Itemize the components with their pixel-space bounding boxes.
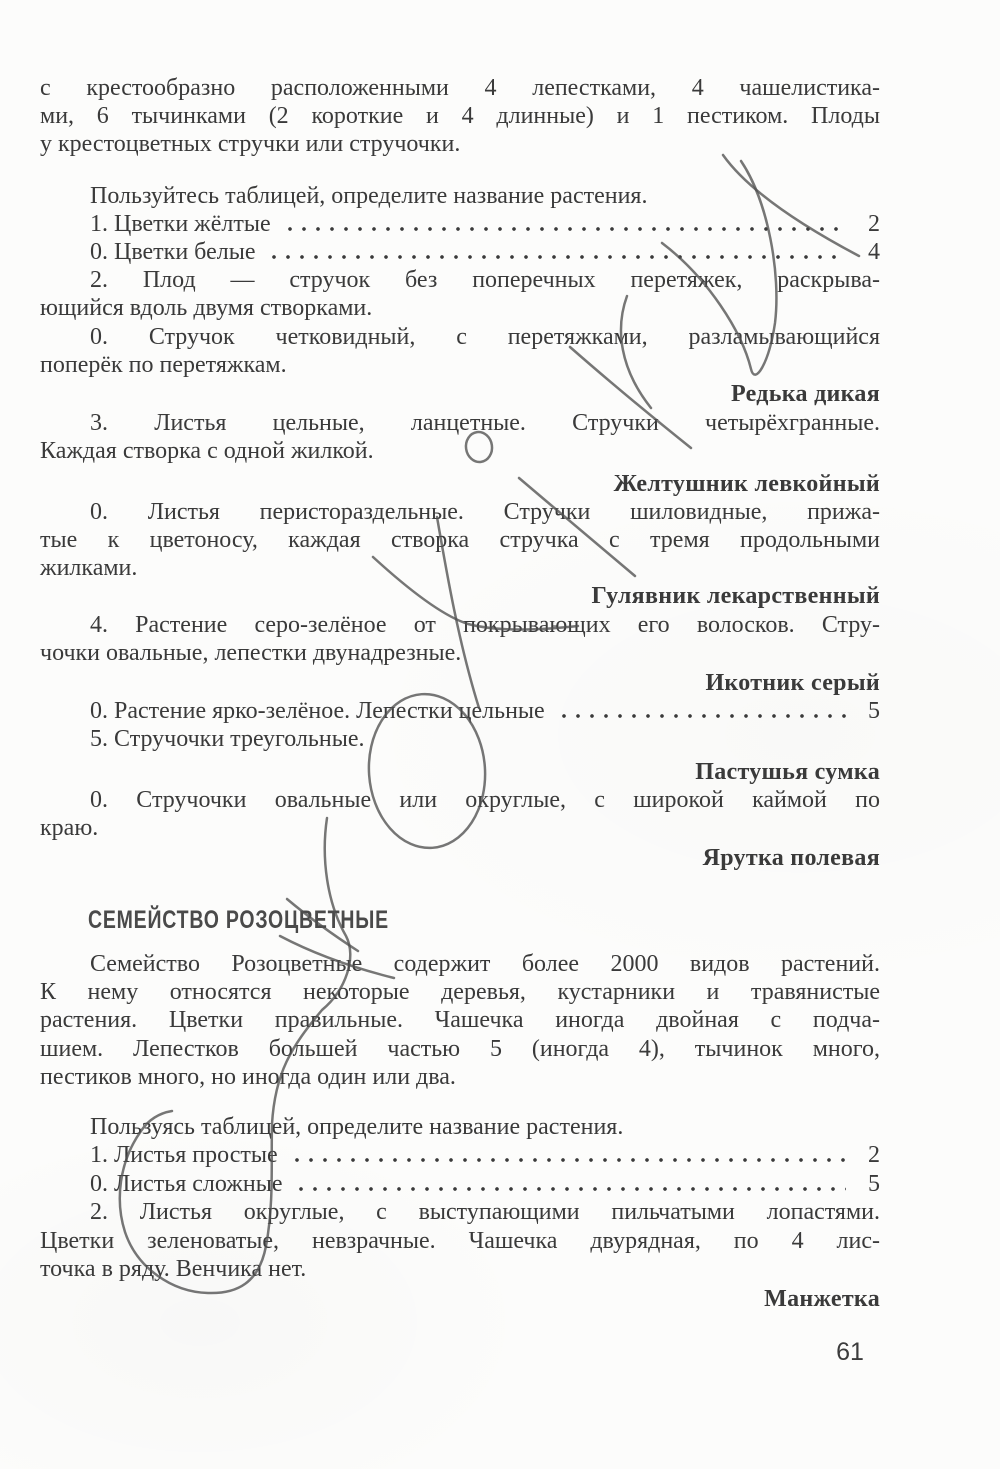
- key1-row: 4. Растение серо-зелёное от покрывающих его волосков. Стру-: [90, 612, 880, 638]
- key1-row: тые к цветоносу, каждая створка стручка с тремя продольными: [40, 527, 880, 553]
- paragraph-line: с крестообразно расположенными 4 лепестками, 4 чашелистика-: [40, 75, 880, 101]
- key1-row: 0. Листья перистораздельные. Стручки шиловидные, прижа-: [90, 499, 880, 525]
- paragraph-line: Семейство Розоцветные содержит более 2000 видов растений.: [90, 951, 880, 977]
- paragraph-line: растения. Цветки правильные. Чашечка иногда двойная с подча-: [40, 1007, 880, 1033]
- key1-row: краю.: [40, 815, 99, 841]
- page-number: 61: [836, 1338, 864, 1366]
- key2-row: [40, 1141, 880, 1169]
- key-row-value: 5: [868, 1171, 880, 1197]
- key1-intro: Пользуйтесь таблицей, определите название растения.: [90, 183, 648, 209]
- key1-row: 2. Плод — стручок без поперечных перетяжек, раскрыва-: [90, 267, 880, 293]
- key-row-value: 5: [868, 698, 880, 724]
- species-name: Икотник серый: [705, 670, 880, 696]
- key-row-text: 0. Растение ярко-зелёное. Лепестки цельные: [90, 698, 545, 724]
- leader-dots: [290, 1141, 846, 1169]
- species-name: Желтушник левкойный: [613, 471, 880, 497]
- key-row-text: 0. Цветки белые: [90, 239, 256, 265]
- paragraph-line: К нему относятся некоторые деревья, кустарники и травянистые: [40, 979, 880, 1005]
- key1-row: поперёк по перетяжкам.: [40, 352, 287, 378]
- leader-dots: [557, 697, 846, 725]
- key-row-text: 0. Листья сложные: [90, 1171, 283, 1197]
- key1-row: ющийся вдоль двумя створками.: [40, 295, 373, 321]
- paragraph-line: у крестоцветных стручки или стручочки.: [40, 131, 461, 157]
- key2-row: точка в ряду. Венчика нет.: [40, 1256, 307, 1282]
- species-name: Манжетка: [764, 1286, 880, 1312]
- species-name: Ярутка полевая: [702, 845, 880, 871]
- species-name: Пастушья сумка: [695, 759, 880, 785]
- species-name: Гулявник лекарственный: [591, 583, 880, 609]
- key-row-text: 1. Листья простые: [90, 1142, 278, 1168]
- leader-dots: [294, 1170, 846, 1198]
- paragraph-line: шием. Лепестков большей частью 5 (иногда 4), тычинок много,: [40, 1036, 880, 1062]
- key-row-value: 4: [868, 239, 880, 265]
- key-row-value: 2: [868, 211, 880, 237]
- paragraph-line: пестиков много, но иногда один или два.: [40, 1064, 456, 1090]
- key1-row: 3. Листья цельные, ланцетные. Стручки четырёхгранные.: [90, 410, 880, 436]
- key-row-text: 1. Цветки жёлтые: [90, 211, 271, 237]
- key2-intro: Пользуясь таблицей, определите название растения.: [90, 1114, 624, 1140]
- key2-row: 2. Листья округлые, с выступающими пильчатыми лопастями.: [90, 1199, 880, 1225]
- key1-row: Каждая створка с одной жилкой.: [40, 438, 374, 464]
- species-name: Редька дикая: [731, 381, 880, 407]
- leader-dots: [283, 210, 846, 238]
- key2-row: Цветки зеленоватые, невзрачные. Чашечка двурядная, по 4 лис-: [40, 1228, 880, 1254]
- key1-row: [40, 238, 880, 266]
- section-heading: СЕМЕЙСТВО РОЗОЦВЕТНЫЕ: [88, 906, 389, 934]
- key1-row: 0. Стручок четковидный, с перетяжками, разламывающийся: [90, 324, 880, 350]
- key1-row: [40, 210, 880, 238]
- key1-row: 0. Стручочки овальные или округлые, с широкой каймой по: [90, 787, 880, 813]
- key1-row: жилками.: [40, 555, 138, 581]
- leader-dots: [267, 238, 846, 266]
- key1-row: [40, 697, 880, 725]
- key-row-value: 2: [868, 1142, 880, 1168]
- key1-row: 5. Стручочки треугольные.: [90, 726, 365, 752]
- paragraph-line: ми, 6 тычинками (2 короткие и 4 длинные) и 1 пестиком. Плоды: [40, 103, 880, 129]
- key1-row: чочки овальные, лепестки двунадрезные.: [40, 640, 462, 666]
- key2-row: [40, 1170, 880, 1198]
